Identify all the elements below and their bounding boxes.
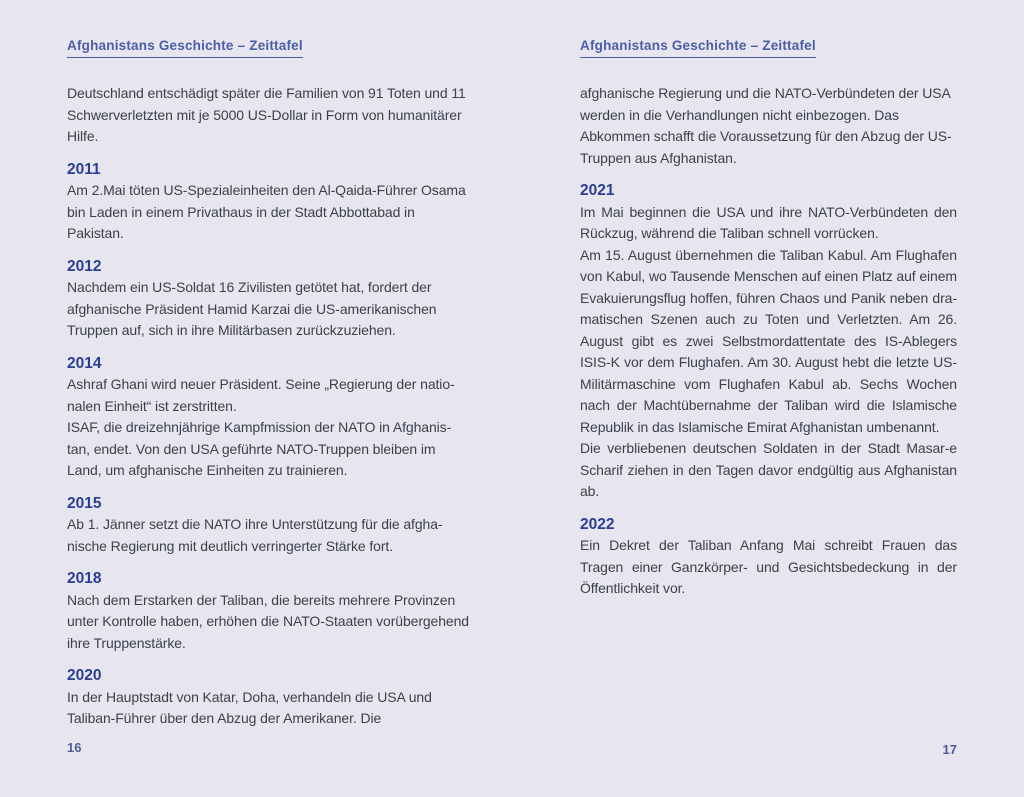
entry-paragraph: Nach dem Erstarken der Taliban, die bereits mehrere Provinzen unter Kontrolle haben, erhöhen die NATO-Staaten vorübergehend ihre Truppenstärke.: [67, 591, 469, 651]
entry-paragraph: In der Hauptstadt von Katar, Doha, verhandeln die USA und Taliban-Führer über den Abzug der Amerikaner. Die: [67, 688, 432, 726]
entry-paragraph: Ab 1. Jänner setzt die NATO ihre Unterstützung für die afghanische Regierung mit deutlich verringerter Stärke fort.: [67, 516, 443, 554]
intro-paragraph: afghanische Regierung und die NATO-Verbündeten der USA werden in die Verhandlungen nicht einbezogen. Das Abkommen schafft die Voraussetzung für den Abzug der US-Truppen aus Afghanistan.: [580, 85, 952, 166]
entry-paragraph: Im Mai beginnen die USA und ihre NATO-Verbündeten den Rückzug, während die Taliban schnell vorrücken.: [580, 203, 957, 241]
timeline-entries: [580, 180, 957, 600]
entry-paragraph: Ein Dekret der Taliban Anfang Mai schreibt Frauen das Tragen einer Ganzkörper- und Gesichtsbedeckung in der Öffentlichkeit vor.: [580, 537, 957, 596]
entry-year: 2012: [67, 257, 102, 275]
running-header: Afghanistans Geschichte – Zeittafel: [580, 38, 816, 58]
timeline-entry: [67, 256, 469, 342]
entry-year: 2021: [580, 182, 615, 199]
page-16: [67, 38, 469, 730]
timeline-entry: [67, 665, 469, 730]
entry-year: 2018: [67, 570, 102, 587]
timeline-entry: [67, 159, 469, 245]
entry-paragraph: Am 2.Mai töten US-Spezialeinheiten den Al-Qaida-Führer Osama bin Laden in einem Privathaus in der Stadt Abbottabad in Pakistan.: [67, 182, 466, 241]
timeline-entries: [67, 159, 469, 730]
intro-paragraph: Deutschland entschädigt später die Familien von 91 Toten und 11 Schwerverletzten mit je 5000 US-Dollar in Form von humanitärer Hilfe.: [67, 85, 466, 144]
entry-paragraph: Die verbliebenen deutschen Soldaten in der Stadt Masar-e Scharif ziehen in den Tagen davor endgültig aus Afghanistan ab.: [580, 440, 957, 499]
timeline-entry: [580, 514, 957, 600]
page-number-left: 16: [67, 740, 82, 755]
entry-year: 2022: [580, 515, 615, 533]
entry-paragraph: ISAF, die dreizehnjährige Kampfmission der NATO in Afghanistan, endet. Von den USA geführte NATO-Truppen bleiben im Land, um afghanische Einheiten zu trainieren.: [67, 419, 452, 478]
running-header: Afghanistans Geschichte – Zeittafel: [67, 38, 303, 58]
timeline-entry: [67, 493, 469, 558]
timeline-entry: [67, 353, 469, 482]
entry-year: 2020: [67, 667, 102, 684]
entry-year: 2014: [67, 354, 102, 372]
timeline-entry: [580, 180, 957, 503]
entry-paragraph: Am 15. August übernehmen die Taliban Kabul. Am Flughafen von Kabul, wo Tausende Menschen auf einen Platz auf einem Evakuierungsflug hoffen, führen Chaos und Panik neben dramatischen Szenen auch zu Toten und Verletzten. Am 26. August gibt es zwei Selbstmordattentate des IS-Ablegers ISIS-K vor dem Flughafen. Am 30. August hebt die letzte US-Militärmaschine vom Flughafen Kabul ab. Sechs Wochen nach der Machtübernahme der Taliban wird die Islamische Republik in das Islamische Emirat Afghanistan umbenannt.: [580, 246, 957, 435]
entry-year: 2011: [67, 160, 101, 178]
entry-year: 2015: [67, 494, 102, 512]
entry-paragraph: Ashraf Ghani wird neuer Präsident. Seine „Regierung der nationalen Einheit“ ist zerstritten.: [67, 376, 455, 414]
timeline-entry: [67, 568, 469, 654]
page-number-right: 17: [942, 742, 957, 757]
entry-paragraph: Nachdem ein US-Soldat 16 Zivilisten getötet hat, fordert der afghanische Präsident Hamid Karzai die US-amerikanischen Truppen auf, sich in ihre Militärbasen zurückzuziehen.: [67, 279, 437, 338]
page-17: [580, 38, 957, 600]
